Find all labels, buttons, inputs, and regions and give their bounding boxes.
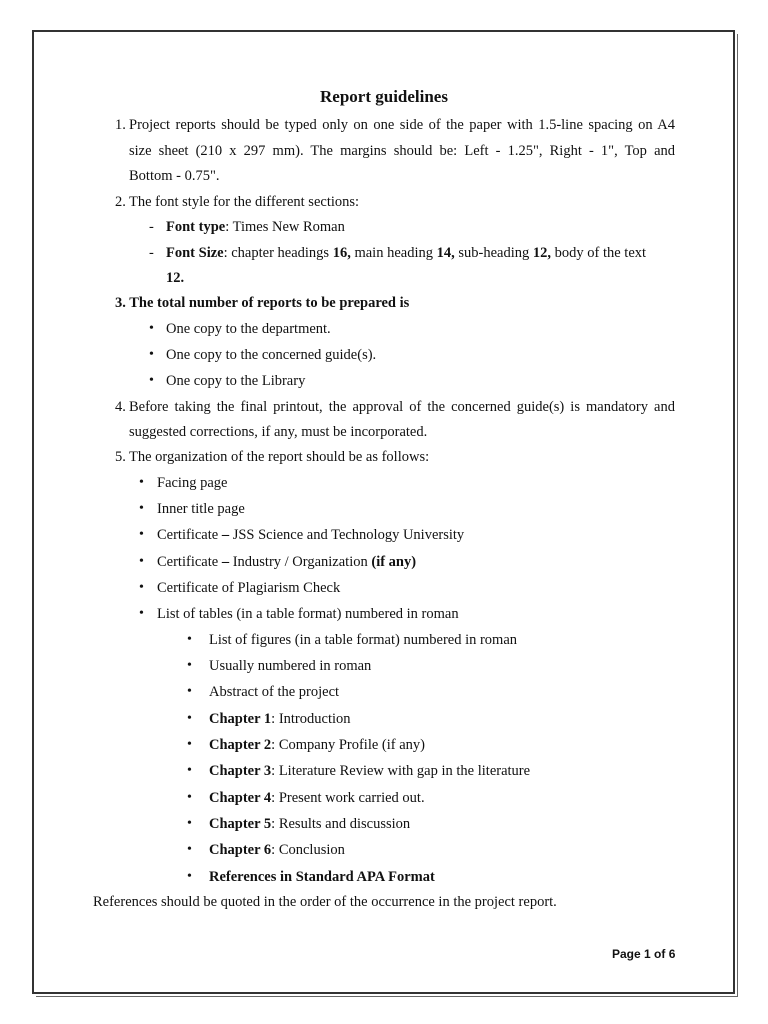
font-type-line: [166, 218, 345, 236]
chapter-item: Chapter 5: Results and discussion: [209, 816, 411, 832]
bullet-icon: •: [139, 475, 144, 490]
chapter-item: Chapter 1: Introduction: [209, 711, 351, 727]
item3-text: 3. The total number of reports to be prepared is: [115, 295, 410, 311]
list-item: One copy to the concerned guide(s).: [166, 347, 377, 363]
bullet-icon: •: [187, 684, 192, 699]
chapter-item: Chapter 4: Present work carried out.: [209, 790, 425, 806]
font-size-d: 14,: [436, 245, 455, 261]
chapter-item: Chapter 6: Conclusion: [209, 842, 345, 858]
bullet-icon: •: [139, 606, 144, 621]
chapter-item: Chapter 2: Company Profile (if any): [209, 737, 426, 753]
bullet-icon: •: [187, 737, 192, 752]
item4-line2: suggested corrections, if any, must be incorporated.: [129, 424, 428, 440]
dash: -: [149, 245, 154, 261]
dash: -: [149, 219, 154, 235]
item1-line2: size sheet (210 x 297 mm). The margins should be: Left - 1.25", Right - 1", Top and: [129, 143, 675, 159]
bullet-icon: •: [187, 816, 192, 831]
font-size-c: main heading: [350, 245, 437, 261]
font-size-f: 12,: [532, 245, 551, 261]
references-item: References in Standard APA Format: [209, 869, 435, 885]
list-item: One copy to the Library: [166, 373, 306, 389]
page-title: Report guidelines: [320, 87, 448, 106]
list-item: Facing page: [157, 475, 228, 491]
font-size-h: 12.: [166, 270, 185, 286]
list-item: Abstract of the project: [209, 684, 340, 700]
font-size-a: : chapter headings: [223, 245, 333, 261]
item4-line1: Before taking the final printout, the approval of the concerned guide(s) is mandatory and: [129, 399, 675, 415]
item-number: 5.: [115, 449, 126, 465]
bullet-icon: •: [187, 632, 192, 647]
bullet-icon: •: [187, 658, 192, 673]
font-size-e: sub-heading: [454, 245, 533, 261]
closing-text: References should be quoted in the order of the occurrence in the project report.: [93, 894, 557, 910]
font-size-b: 16,: [332, 245, 351, 261]
item2-text: The font style for the different sections:: [129, 194, 360, 210]
list-item: List of figures (in a table format) numbered in roman: [209, 632, 518, 648]
bullet-icon: •: [187, 763, 192, 778]
bullet-icon: •: [139, 580, 144, 595]
bullet-icon: •: [187, 790, 192, 805]
bullet-icon: •: [139, 527, 144, 542]
font-size-line: [166, 244, 646, 262]
bullet-icon: •: [187, 711, 192, 726]
list-item: List of tables (in a table format) numbered in roman: [157, 606, 459, 622]
bullet-icon: •: [149, 347, 154, 362]
item-number: 4.: [115, 399, 126, 415]
page-number: Page 1 of 6: [612, 947, 676, 961]
chapter-item: Chapter 3: Literature Review with gap in the literature: [209, 763, 531, 779]
font-size-label: Font Size: [166, 245, 224, 261]
list-item: Usually numbered in roman: [209, 658, 372, 674]
item-number: 2.: [115, 194, 126, 210]
item5-text: The organization of the report should be as follows:: [129, 449, 430, 465]
list-item: One copy to the department.: [166, 321, 331, 337]
bullet-icon: •: [149, 321, 154, 336]
list-item: Inner title page: [157, 501, 245, 517]
font-type-value: : Times New Roman: [225, 219, 345, 235]
item1-line1: Project reports should be typed only on one side of the paper with 1.5-line spacing on A4: [129, 117, 675, 133]
bullet-icon: •: [139, 554, 144, 569]
font-type-label: Font type: [166, 219, 226, 235]
list-item: Certificate – Industry / Organization (if any): [157, 554, 417, 570]
bullet-icon: •: [187, 869, 192, 884]
item-number: 1.: [115, 117, 126, 133]
bullet-icon: •: [139, 501, 144, 516]
bullet-icon: •: [187, 842, 192, 857]
list-item: Certificate – JSS Science and Technology University: [157, 527, 465, 543]
list-item: Certificate of Plagiarism Check: [157, 580, 341, 596]
bullet-icon: •: [149, 373, 154, 388]
font-size-g: body of the text: [551, 245, 647, 261]
item1-line3: Bottom - 0.75".: [129, 168, 220, 184]
